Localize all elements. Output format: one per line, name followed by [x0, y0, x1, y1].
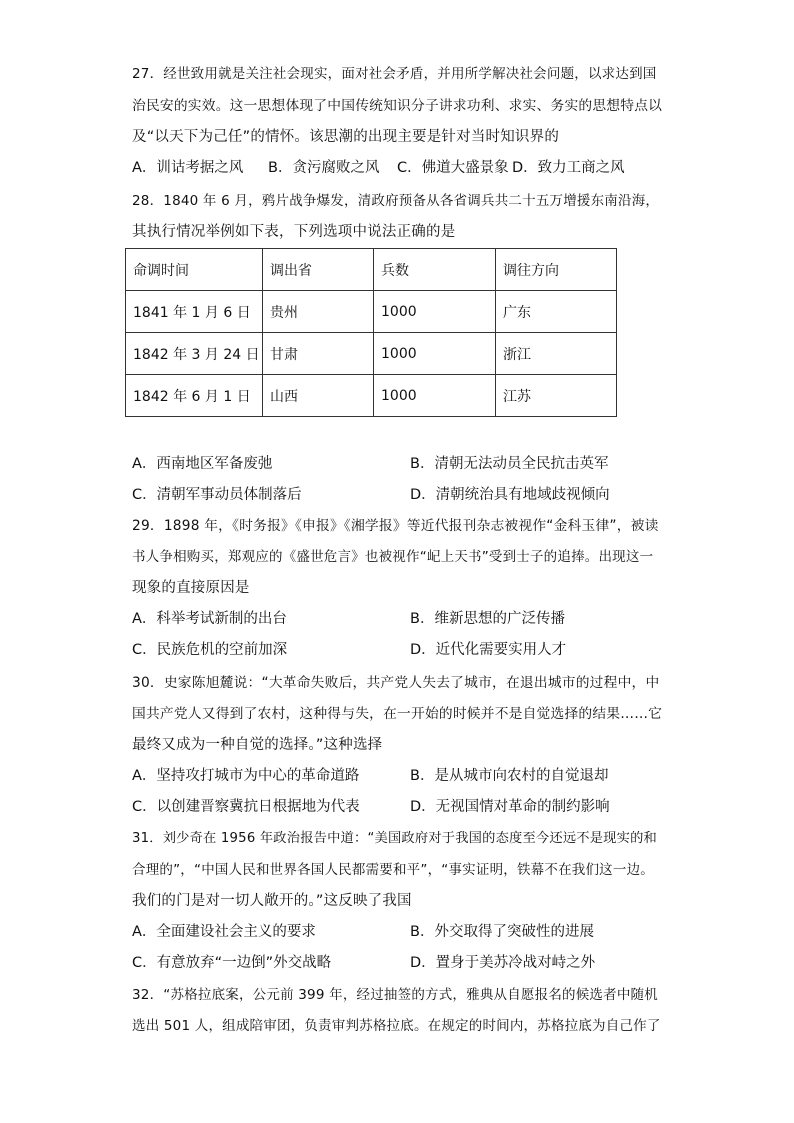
q30-line-2: 国共产党人又得到了农村，这种得与失，在一开始的时候并不是自觉选择的结果……它 [132, 706, 663, 722]
q30-line-1: 30．史家陈旭麓说：“大革命失败后，共产党人失去了城市，在退出城市的过程中，中 [132, 675, 660, 691]
table-cell: 1842 年 6 月 1 日 [126, 375, 263, 417]
table-header-cell: 命调时间 [126, 249, 263, 291]
q29-line-3: 现象的直接原因是 [132, 580, 250, 596]
q28-option-d[interactable]: D．清朝统治具有地域歧视倾向 [410, 487, 610, 503]
q28-line-2: 其执行情况举例如下表，下列选项中说法正确的是 [132, 224, 456, 240]
table-header-cell: 调往方向 [496, 249, 617, 291]
table-cell: 江苏 [496, 375, 617, 417]
q30-option-d[interactable]: D．无视国情对革命的制约影响 [410, 799, 610, 815]
q29-option-d[interactable]: D．近代化需要实用人才 [410, 642, 567, 658]
q29-option-c[interactable]: C．民族危机的空前加深 [132, 642, 288, 658]
q27-line-1: 27．经世致用就是关注社会现实，面对社会矛盾，并用所学解决社会问题，以求达到国 [132, 66, 657, 82]
q31-line-3: 我们的门是对一切人敞开的。”这反映了我国 [132, 893, 412, 909]
q29-option-a[interactable]: A．科举考试新制的出台 [132, 611, 287, 627]
troop-dispatch-table [125, 248, 617, 417]
table-header-row [126, 249, 617, 291]
q28-option-b[interactable]: B．清朝无法动员全民抗击英军 [410, 456, 609, 472]
q30-option-b[interactable]: B．是从城市向农村的自觉退却 [410, 768, 609, 784]
q28-option-a[interactable]: A．西南地区军备废弛 [132, 456, 273, 472]
q30-option-a[interactable]: A．坚持攻打城市为中心的革命道路 [132, 768, 360, 784]
table-cell: 1000 [374, 291, 496, 333]
q27-option-d[interactable]: D．致力工商之风 [512, 160, 625, 176]
table-cell: 贵州 [263, 291, 374, 333]
q32-line-2: 选出 501 人，组成陪审团，负责审判苏格拉底。在规定的时间内，苏格拉底为自己作了 [132, 1018, 661, 1034]
q29-line-2: 书人争相购买，郑观应的《盛世危言》也被视作“屺上天书”受到士子的追捧。出现这一 [132, 549, 654, 565]
table-row [126, 375, 617, 417]
table-cell: 甘肃 [263, 333, 374, 375]
table-row [126, 333, 617, 375]
table-cell: 1841 年 1 月 6 日 [126, 291, 263, 333]
q27-option-a[interactable]: A．训诂考据之风 [132, 160, 244, 176]
q29-option-b[interactable]: B．维新思想的广泛传播 [410, 611, 565, 627]
q27-option-b[interactable]: B．贪污腐败之风 [268, 160, 380, 176]
q27-option-c[interactable]: C．佛道大盛景象 [397, 160, 509, 176]
table-header-cell: 调出省 [263, 249, 374, 291]
q28-line-1: 28．1840 年 6 月，鸦片战争爆发，清政府预备从各省调兵共二十五万增援东南沿海， [132, 193, 660, 209]
q29-line-1: 29．1898 年，《时务报》《申报》《湘学报》等近代报刊杂志被视作“金科玉律”，被读 [132, 518, 659, 534]
q32-line-1: 32．“苏格拉底案，公元前 399 年，经过抽签的方式，雅典从自愿报名的候选者中随机 [132, 987, 658, 1003]
table-cell: 1842 年 3 月 24 日 [126, 333, 263, 375]
table-cell: 浙江 [496, 333, 617, 375]
table-cell: 1000 [374, 375, 496, 417]
q27-line-3: 及“以天下为己任”的情怀。该思潮的出现主要是针对当时知识界的 [132, 129, 560, 145]
table-cell: 1000 [374, 333, 496, 375]
q31-option-c[interactable]: C．有意放弃“一边倒”外交战略 [132, 955, 332, 971]
q31-line-2: 合理的”，“中国人民和世界各国人民都需要和平”，“事实证明，铁幕不在我们这一边。 [132, 862, 654, 878]
q28-option-c[interactable]: C．清朝军事动员体制落后 [132, 487, 302, 503]
table-cell: 广东 [496, 291, 617, 333]
q31-line-1: 31．刘少奇在 1956 年政治报告中道：“美国政府对于我国的态度至今还远不是现实的和 [132, 831, 657, 846]
table-header-cell: 兵数 [374, 249, 496, 291]
q30-line-3: 最终又成为一种自觉的选择。”这种选择 [132, 737, 383, 753]
q27-line-2: 治民安的实效。这一思想体现了中国传统知识分子讲求功利、求实、务实的思想特点以 [132, 98, 663, 114]
table-cell: 山西 [263, 375, 374, 417]
q31-option-d[interactable]: D．置身于美苏冷战对峙之外 [410, 955, 596, 971]
q31-option-a[interactable]: A．全面建设社会主义的要求 [132, 924, 316, 940]
q31-option-b[interactable]: B．外交取得了突破性的进展 [410, 924, 594, 940]
table-row [126, 291, 617, 333]
q30-option-c[interactable]: C．以创建晋察冀抗日根据地为代表 [132, 799, 360, 815]
